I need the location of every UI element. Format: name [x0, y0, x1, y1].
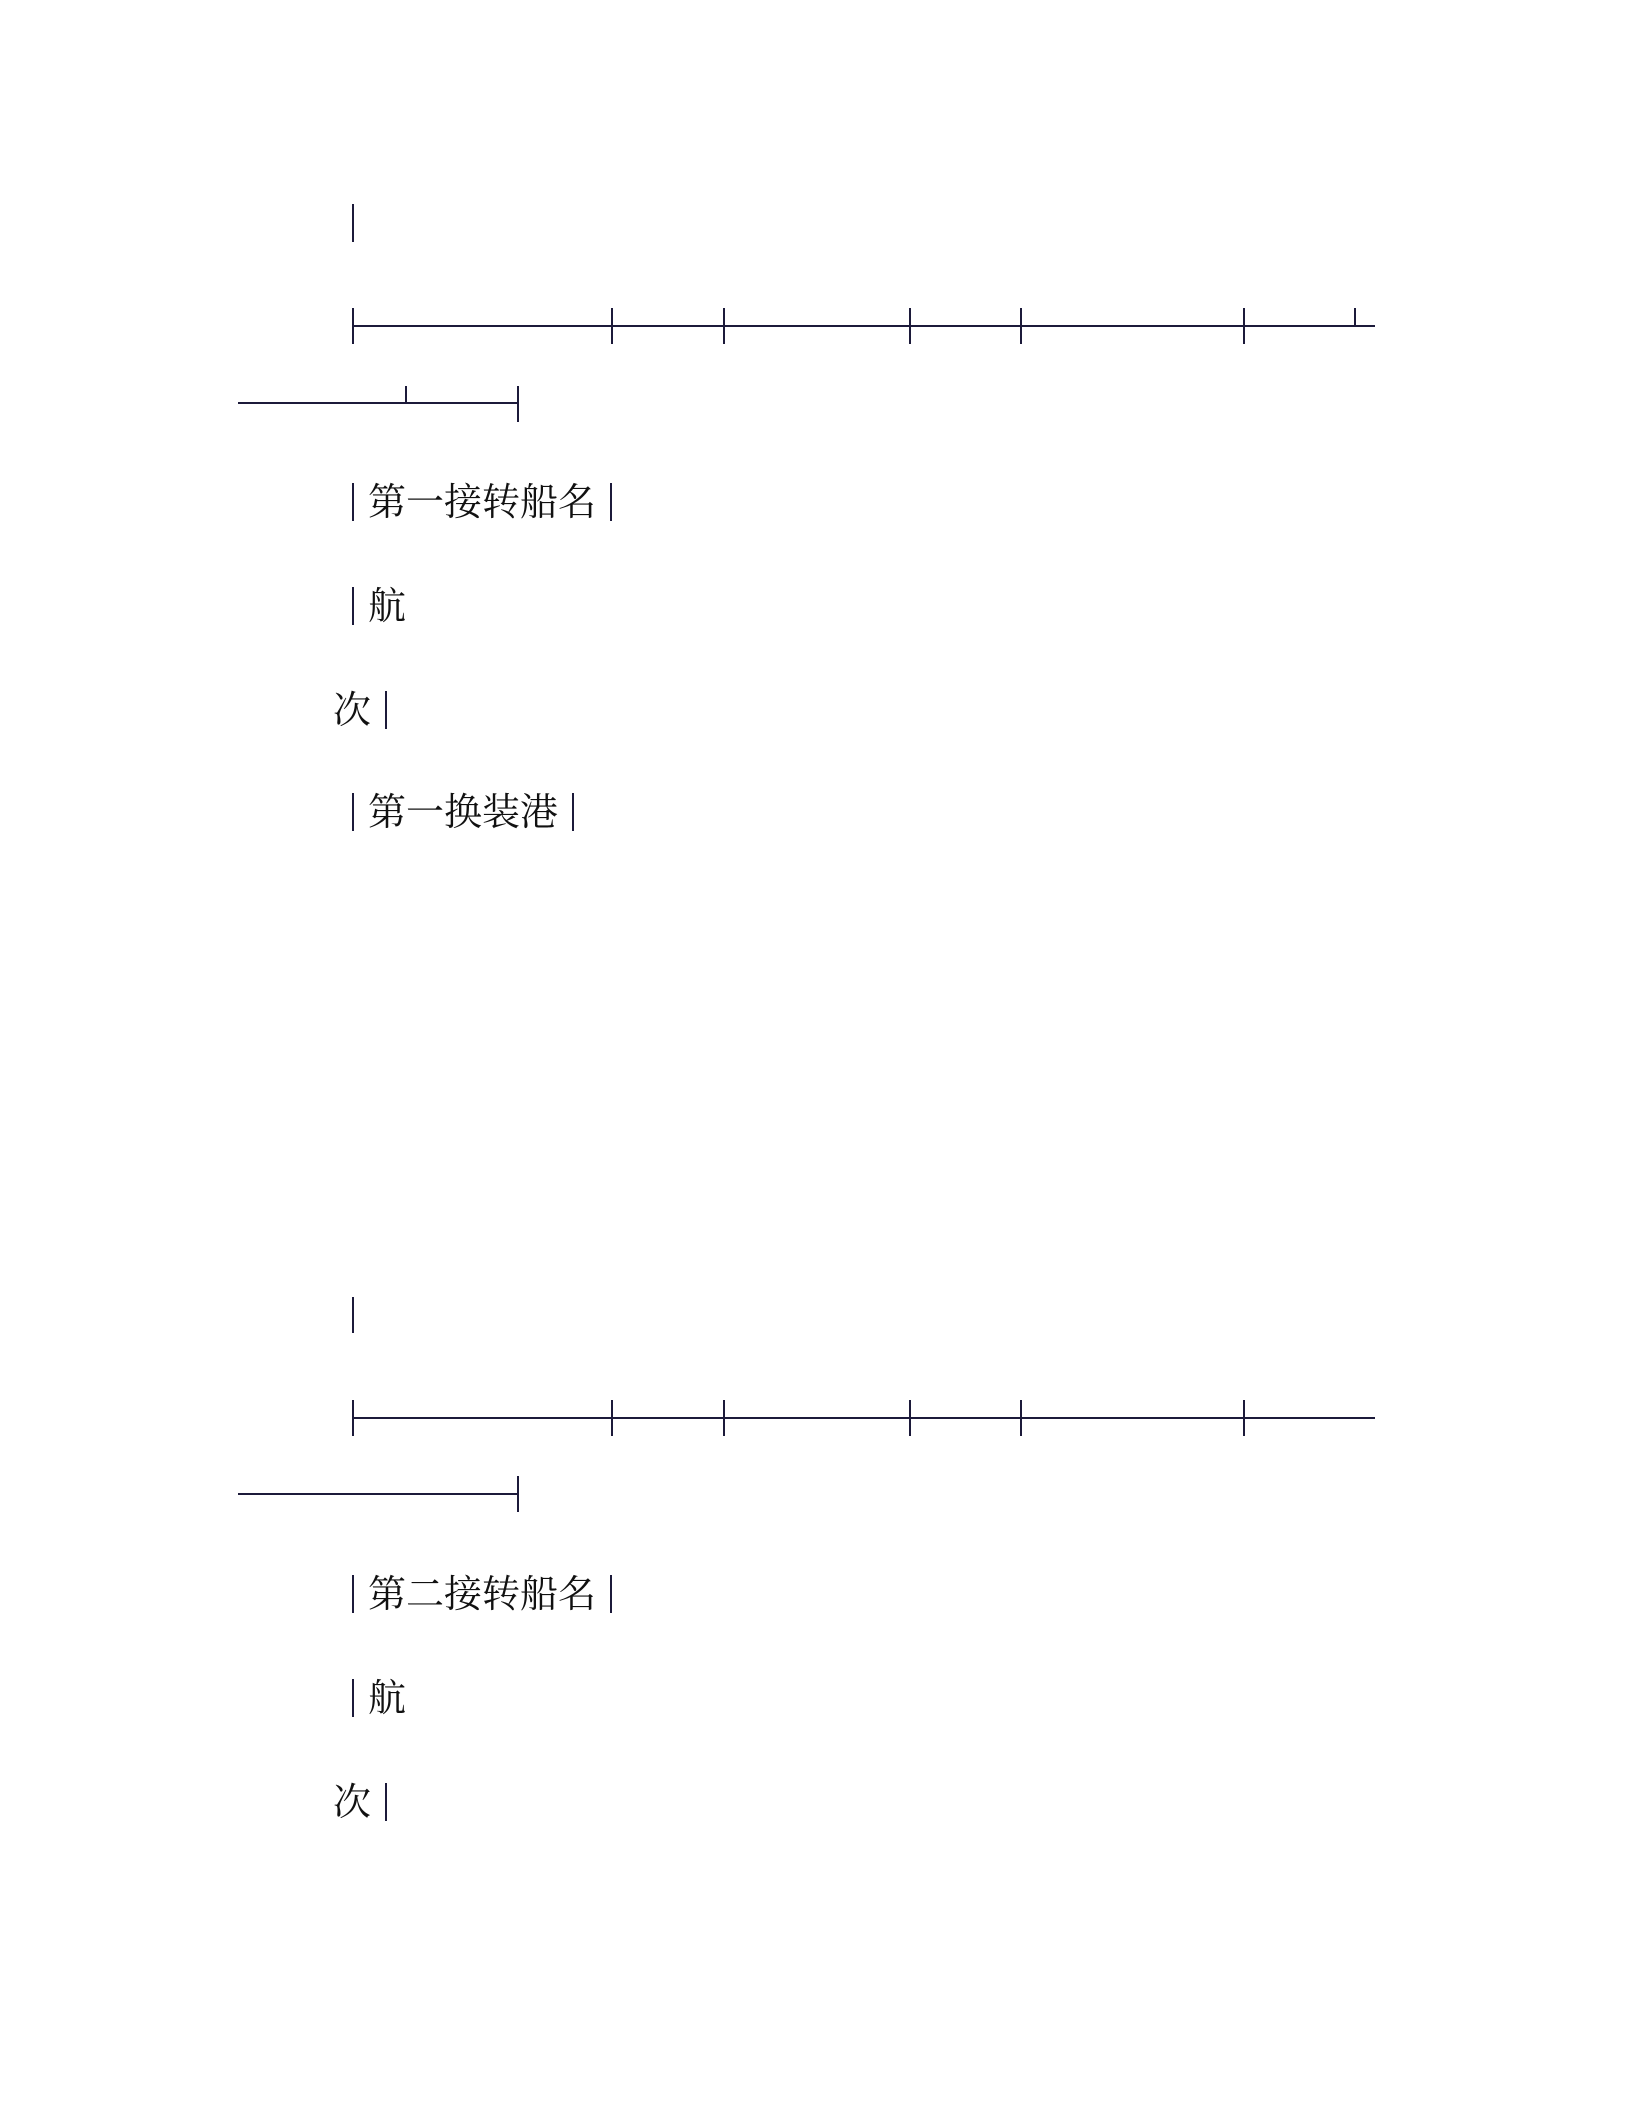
cell-border	[352, 1679, 354, 1717]
cell-border	[610, 1575, 612, 1613]
cell-border	[352, 587, 354, 625]
second-voyage-bottom-text: 次	[333, 1780, 372, 1824]
cell-border	[352, 793, 354, 831]
first-transfer-ship-label	[352, 480, 612, 524]
second-voyage-label-top	[352, 1676, 406, 1720]
cell-border	[352, 1575, 354, 1613]
first-voyage-label-top	[352, 584, 406, 628]
first-voyage-top-text: 航	[368, 584, 407, 628]
first-transshipment-port-label	[352, 790, 574, 834]
first-voyage-bottom-text: 次	[333, 688, 372, 732]
cell-border	[610, 483, 612, 521]
second-voyage-label-bottom	[333, 1780, 387, 1824]
second-transfer-ship-text: 第二接转船名	[368, 1572, 597, 1616]
second-transfer-ship-label	[352, 1572, 612, 1616]
first-voyage-label-bottom	[333, 688, 387, 732]
cell-border	[385, 1783, 387, 1821]
first-transfer-ship-text: 第一接转船名	[368, 480, 597, 524]
cell-border	[352, 483, 354, 521]
first-transshipment-port-text: 第一换装港	[368, 790, 559, 834]
second-voyage-top-text: 航	[368, 1676, 407, 1720]
cell-border	[572, 793, 574, 831]
cell-border	[385, 691, 387, 729]
